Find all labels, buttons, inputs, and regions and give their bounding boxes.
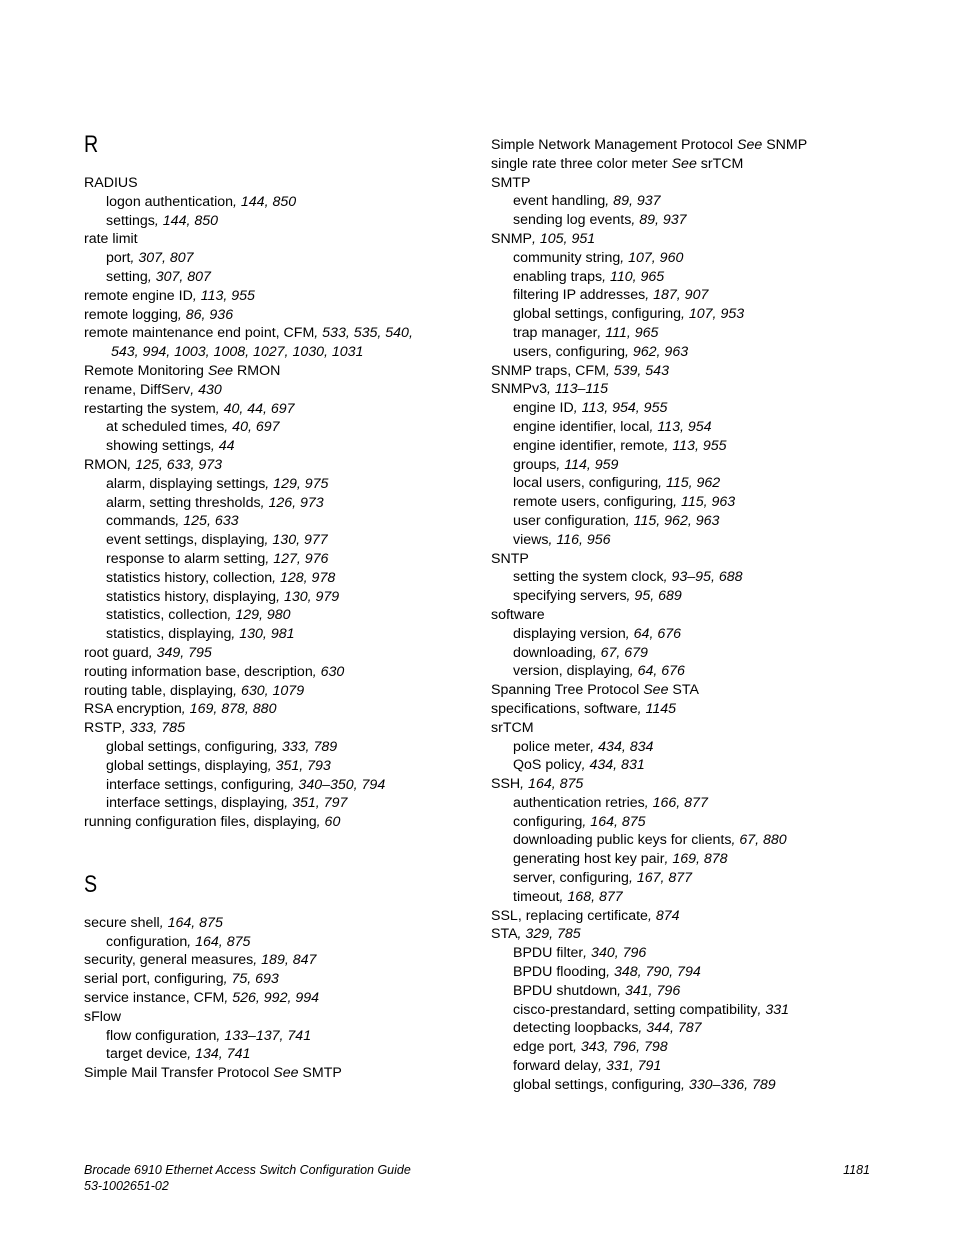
entry-term: RSA encryption [84,701,182,718]
index-subentry [84,268,464,287]
index-subentry [84,625,464,644]
page-references[interactable]: , 169, 878 [664,851,728,868]
index-entry [84,230,464,249]
index-subentry [491,437,891,456]
entry-term: Simple Mail Transfer Protocol [84,1065,274,1082]
index-subentry [491,888,891,907]
entry-term: logon authentication [106,193,234,210]
index-subentry [491,268,891,287]
index-subentry [491,568,891,587]
page-references[interactable]: , 144, 850 [154,212,219,229]
page-references[interactable]: , 187, 907 [645,287,709,304]
index-entry [84,306,464,325]
page-references[interactable]: , 114, 959 [556,456,619,473]
entry-term: SSH [491,776,521,793]
index-subentry [84,193,464,212]
index-entry [491,380,891,399]
entry-term: setting [106,268,148,285]
entry-term: remote logging [84,306,178,323]
index-subentry [491,211,891,230]
index-subentry [491,1001,891,1020]
entry-term: downloading public keys for clients [513,832,732,849]
entry-term: QoS policy [513,757,582,774]
page-references[interactable]: , 331, 791 [598,1058,662,1075]
index-subentry [84,569,464,588]
entry-term: police meter [513,738,591,755]
index-entry [491,606,891,625]
page-references[interactable]: , 539, 543 [605,362,669,379]
page-references[interactable]: , 430 [190,381,222,398]
index-entry-continuation [84,343,464,362]
entry-term: user configuration [513,512,626,529]
index-subentry [491,456,891,475]
page-references[interactable]: , 44 [210,438,235,455]
entry-term: at scheduled times [106,419,225,436]
index-subentry [84,475,464,494]
page-references[interactable]: , 60 [316,814,341,831]
entry-term: secure shell [84,914,160,931]
entry-term: users, configuring [513,343,625,360]
index-entry [84,1064,464,1083]
page-references[interactable]: , 111, 965 [597,324,659,341]
page-references[interactable]: , 67, 679 [592,644,648,661]
page-references[interactable]: , 630, 1079 [233,682,305,699]
page-references[interactable]: , 349, 795 [148,644,212,661]
index-subentry [84,550,464,569]
entry-term: setting the system clock [513,569,664,586]
see-reference[interactable]: See [207,362,234,379]
index-subentry [84,494,464,513]
entry-term: global settings, configuring [513,306,681,323]
see-target[interactable]: SNMP [762,137,808,153]
index-subentry [491,493,891,512]
entry-term: local users, configuring [513,475,659,492]
entry-term: global settings, displaying [106,757,268,774]
entry-term: RMON [84,456,128,473]
entry-term: engine identifier, local [513,418,650,435]
page-references[interactable]: , 333, 789 [274,738,338,755]
index-entry [491,775,891,794]
page-footer [84,1162,870,1194]
page-references[interactable]: , 164, 875 [520,776,584,793]
index-subentry [491,343,891,362]
page-references[interactable]: , 144, 850 [233,193,297,210]
index-subentry [491,418,891,437]
entry-term: cisco-prestandard, setting compatibility [513,1001,758,1018]
index-entry [84,1008,464,1027]
page-references[interactable]: , 134, 741 [187,1046,251,1063]
index-subentry [491,324,891,343]
page-references[interactable]: , 40, 44, 697 [215,400,295,417]
index-entry [491,136,891,155]
entry-term: timeout [513,888,560,905]
page-references[interactable]: , 89, 937 [631,212,687,229]
index-subentry [84,212,464,231]
entry-term: forward delay [513,1058,599,1075]
entry-term: response to alarm setting [106,550,266,567]
entry-term: showing settings [106,438,211,455]
page-references[interactable]: , 166, 877 [644,794,708,811]
entry-term: engine identifier, remote [513,437,665,454]
index-subentry [491,1038,891,1057]
index-subentry [491,944,891,963]
entry-term: trap manager [513,324,598,341]
index-entry [84,644,464,663]
index-entry [491,925,891,944]
page-references[interactable]: , 874 [647,907,680,924]
see-target[interactable]: STA [668,682,699,699]
entry-term: event settings, displaying [106,532,265,549]
entry-term: alarm, setting thresholds [106,494,261,511]
entry-term: remote maintenance end point, CFM [84,325,315,342]
page-references[interactable]: , 125, 633, 973 [127,456,223,473]
page-references[interactable]: , 115, 962 [658,475,721,492]
index-entry [84,989,464,1008]
entry-term: statistics history, collection [106,569,273,586]
index-entry [84,174,464,193]
page-references[interactable]: , 168, 877 [559,888,623,905]
entry-term: displaying version [513,625,626,642]
page-references[interactable]: , 125, 633 [175,513,239,530]
entry-term: statistics, collection [106,607,228,624]
index-column-left [84,130,464,1083]
entry-term: version, displaying [513,663,630,680]
index-subentry [84,794,464,813]
entry-term: global settings, configuring [513,1076,681,1093]
index-entry [491,174,891,193]
guide-title: Brocade 6910 Ethernet Access Switch Configuration Guide [84,1163,411,1177]
entry-term: STA [491,926,518,943]
entry-term: port [106,250,131,267]
page-references[interactable]: , 526, 992, 994 [224,990,320,1007]
page-references[interactable]: , 95, 689 [626,588,682,605]
page-references[interactable]: , 75, 693 [223,971,279,988]
index-subentry [491,286,891,305]
entry-term: sending log events [513,212,632,229]
see-target[interactable]: srTCM [696,155,744,172]
page-references[interactable]: , 113, 955 [664,437,727,454]
page-references[interactable]: , 307, 807 [147,268,211,285]
page-references[interactable]: , 89, 937 [605,193,661,210]
index-subentry [84,933,464,952]
see-reference[interactable]: See [273,1065,299,1082]
entry-term: groups [513,456,557,473]
index-subentry [84,776,464,795]
entry-term: community string [513,249,621,266]
index-subentry [84,531,464,550]
entry-term: remote engine ID [84,287,193,304]
index-entry [84,914,464,933]
index-subentry [84,437,464,456]
see-reference[interactable]: See [671,155,697,172]
entry-term: enabling traps [513,268,603,285]
index-entry [84,682,464,701]
entry-term: running configuration files, displaying [84,814,317,831]
entry-term: Simple Network Management Protocol [491,137,738,153]
entry-term: SMTP [491,174,531,191]
page-references[interactable]: , 164, 875 [582,813,646,830]
entry-term: configuration [106,933,188,950]
page-references[interactable]: , 129, 975 [265,475,329,492]
index-column-right [491,136,891,1095]
index-subentry [84,606,464,625]
index-entry [491,907,891,926]
page-references[interactable]: , 344, 787 [638,1020,702,1037]
page-references[interactable]: , 113, 954, 955 [573,400,668,417]
entry-term: Remote Monitoring [84,362,208,379]
entry-term: alarm, displaying settings [106,475,266,492]
page-references[interactable]: , 340, 796 [583,945,647,962]
index-entry [84,381,464,400]
page-references[interactable]: , 64, 676 [625,625,682,642]
doc-number: 53-1002651-02 [84,1179,169,1193]
entry-term: sFlow [84,1008,122,1025]
index-subentry [84,418,464,437]
index-subentry [491,192,891,211]
entry-term: rename, DiffServ [84,381,191,398]
entry-term: rate limit [84,231,138,248]
page-references[interactable]: , 113, 955 [192,287,255,304]
index-entry [491,155,891,174]
entry-term: SNTP [491,550,529,567]
entry-term: views [513,531,549,548]
entry-term: statistics history, displaying [106,588,277,605]
entry-term: RSTP [84,720,122,737]
page-references[interactable]: , 434, 831 [581,757,645,774]
page-references[interactable]: , 127, 976 [265,550,329,567]
index-entry [84,719,464,738]
entry-term: interface settings, configuring [106,776,291,793]
index-entry [84,362,464,381]
page-references[interactable]: , 107, 960 [620,249,684,266]
entry-term: routing table, displaying [84,682,234,699]
entry-term: downloading [513,644,593,661]
index-subentry [491,474,891,493]
entry-term: commands [106,513,176,530]
entry-term: BPDU flooding [513,964,607,981]
page-references[interactable]: 543, 994, 1003, 1008, 1027, 1030, 1031 [111,344,364,361]
entry-term: BPDU filter [513,945,584,962]
page-references[interactable]: , 113–115 [546,381,608,398]
entry-term: root guard [84,644,149,661]
index-entry [491,700,891,719]
index-subentry [491,813,891,832]
page-references[interactable]: , 330–336, 789 [681,1076,776,1093]
page-references[interactable]: , 164, 875 [159,914,223,931]
page-references[interactable]: , 93–95, 688 [663,569,743,586]
entry-term: edge port [513,1039,573,1056]
page-references[interactable]: , 113, 954 [649,418,712,435]
index-entry [491,550,891,569]
page-references[interactable]: , 169, 878, 880 [181,701,277,718]
index-subentry [491,512,891,531]
index-entry [84,456,464,475]
page-references[interactable]: , 133–137, 741 [216,1027,312,1044]
index-subentry [84,757,464,776]
entry-term: specifications, software [491,700,638,717]
entry-term: service instance, CFM [84,990,225,1007]
page-references[interactable]: , 107, 953 [681,306,745,323]
index-subentry [491,1057,891,1076]
page-references[interactable]: , 348, 790, 794 [606,964,701,981]
index-entry [84,970,464,989]
index-entry [491,681,891,700]
entry-term: remote users, configuring [513,494,674,511]
page-references[interactable]: , 40, 697 [224,419,280,436]
see-target[interactable]: SMTP [298,1065,342,1082]
page-references[interactable]: , 331 [757,1001,790,1018]
entry-term: global settings, configuring [106,738,274,755]
entry-term: software [491,606,545,623]
index-subentry [491,1019,891,1038]
page-references[interactable]: , 130, 977 [264,532,328,549]
page-references[interactable]: , 341, 796 [617,982,681,999]
page-references[interactable]: , 167, 877 [628,870,693,887]
index-subentry [491,249,891,268]
entry-term: filtering IP addresses [513,287,646,304]
page-number: 1181 [843,1163,870,1177]
see-target[interactable]: RMON [233,362,281,379]
index-entry [84,663,464,682]
page-references[interactable]: , 189, 847 [253,952,317,969]
entry-term: BPDU shutdown [513,982,618,999]
section-gap [84,832,464,870]
index-subentry [491,982,891,1001]
section-letter: R [84,131,99,158]
index-subentry [491,1076,891,1095]
page-references[interactable]: , 116, 956 [548,531,611,548]
index-subentry [491,869,891,888]
page-references[interactable]: , 630 [312,663,345,680]
page-references[interactable]: , 164, 875 [187,933,251,950]
index-entry [491,362,891,381]
page-references[interactable]: , 307, 807 [130,250,194,267]
entry-term: configuring [513,813,583,830]
index-entry [84,400,464,419]
page-references[interactable]: , 64, 676 [629,663,685,680]
index-entry [491,230,891,249]
entry-term: authentication retries [513,794,645,811]
index-subentry [491,963,891,982]
page-references[interactable]: , 115, 962, 963 [625,512,720,529]
entry-term: Spanning Tree Protocol [491,682,644,699]
section-letter: S [84,870,98,898]
entry-term: RADIUS [84,175,138,191]
entry-term: target device [106,1046,188,1063]
index-subentry [491,850,891,869]
page-references[interactable]: , 110, 965 [602,268,665,285]
index-subentry [491,662,891,681]
page-references[interactable]: , 129, 980 [227,607,291,624]
page-references[interactable]: , 67, 880 [731,832,787,849]
page-references[interactable]: , 128, 978 [272,569,336,586]
page-references[interactable]: , 340–350, 794 [290,776,386,793]
entry-term: detecting loopbacks [513,1020,639,1037]
index-subentry [491,794,891,813]
entry-term: SNMP [491,230,532,247]
page-references[interactable]: , 115, 963 [673,494,736,511]
index-subentry [491,756,891,775]
page-references[interactable]: , 533, 535, 540, [314,325,413,342]
see-reference[interactable]: See [737,137,763,153]
entry-term: SNMPv3 [491,381,547,398]
index-subentry [491,531,891,550]
page-references[interactable]: , 130, 979 [276,588,340,605]
entry-term: restarting the system [84,400,216,417]
entry-term: srTCM [491,719,534,736]
entry-term: interface settings, displaying [106,795,285,812]
entry-term: SNMP traps, CFM [491,362,606,379]
entry-term: server, configuring [513,870,629,887]
entry-term: statistics, displaying [106,626,232,643]
page-references[interactable]: , 343, 796, 798 [572,1039,668,1056]
index-subentry [84,1027,464,1046]
index-subentry [84,588,464,607]
index-entry [84,324,464,343]
index-entry [84,700,464,719]
index-subentry [491,399,891,418]
page-references[interactable]: , 126, 973 [260,494,324,511]
index-subentry [84,249,464,268]
entry-term: security, general measures [84,952,254,969]
page-references[interactable]: , 329, 785 [517,926,581,943]
index-subentry [84,1045,464,1064]
page-references[interactable]: , 351, 797 [284,795,348,812]
entry-term: flow configuration [106,1027,217,1044]
index-subentry [491,305,891,324]
index-subentry [491,644,891,663]
index-subentry [84,738,464,757]
entry-term: serial port, configuring [84,971,224,988]
page-references[interactable]: , 1145 [637,700,677,717]
entry-term: generating host key pair [513,851,665,868]
entry-term: single rate three color meter [491,155,672,172]
index-entry [491,719,891,738]
page-references[interactable]: , 130, 981 [231,626,295,643]
page-references[interactable]: , 105, 951 [532,230,596,247]
index-subentry [491,625,891,644]
index-subentry [491,587,891,606]
page-references[interactable]: , 86, 936 [177,306,234,323]
entry-term: SSL, replacing certificate [491,907,648,924]
entry-term: specifying servers [513,588,627,605]
page-references[interactable]: , 434, 834 [590,738,654,755]
index-entry [84,287,464,306]
see-reference[interactable]: See [643,682,669,699]
page-references[interactable]: , 962, 963 [624,343,689,360]
entry-term: engine ID [513,400,574,417]
entry-term: event handling [513,193,606,210]
index-subentry [491,738,891,757]
entry-term: routing information base, description [84,663,313,680]
index-subentry [84,512,464,531]
page-references[interactable]: , 351, 793 [267,757,331,774]
index-entry [84,813,464,832]
entry-term: settings [106,212,155,229]
index-entry [84,951,464,970]
index-subentry [491,831,891,850]
page-references[interactable]: , 333, 785 [121,720,185,737]
